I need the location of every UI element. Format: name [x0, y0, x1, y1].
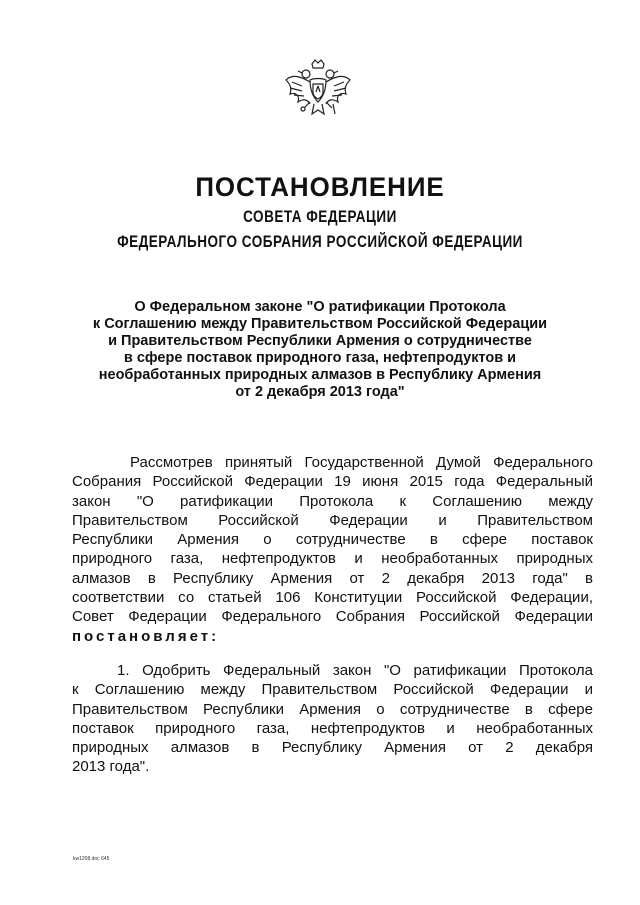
- document-heading: [60, 299, 580, 401]
- paragraph-line: 1. Одобрить Федеральный закон "О ратификации Протокола: [117, 662, 593, 679]
- paragraph-line: природных алмазов в Республику Армения от 2 декабря: [72, 739, 593, 757]
- issuer-line-1: СОВЕТА ФЕДЕРАЦИИ: [243, 208, 397, 226]
- heading-line: О Федеральном законе "О ратификации Протокола: [134, 299, 506, 315]
- heading-line: от 2 декабря 2013 года": [235, 384, 405, 400]
- preamble-paragraph: [72, 453, 593, 646]
- heading-line: необработанных природных алмазов в Республику Армения: [98, 367, 542, 383]
- paragraph-line: к Соглашению между Правительством Российской Федерации и: [72, 681, 593, 699]
- paragraph-line: Республики Армения о сотрудничестве в сфере поставок: [72, 531, 593, 549]
- heading-line: к Соглашению между Правительством Российской Федерации: [92, 316, 548, 332]
- state-emblem: [282, 58, 354, 134]
- paragraph-line: природного газа, нефтепродуктов и необработанных природных: [72, 550, 593, 568]
- document-title: ПОСТАНОВЛЕНИЕ: [195, 172, 445, 202]
- paragraph-line: соответствии со статьей 106 Конституции Российской Федерации,: [72, 589, 593, 607]
- clause-1-paragraph: [72, 661, 593, 777]
- heading-line: и Правительством Республики Армения о сотрудничестве: [108, 333, 532, 349]
- paragraph-line: закон "О ратификации Протокола к Соглашению между: [72, 492, 593, 510]
- paragraph-line: алмазов в Республику Армения от 2 декабря 2013 года" в: [72, 569, 593, 587]
- issuer-line-2: ФЕДЕРАЛЬНОГО СОБРАНИЯ РОССИЙСКОЙ ФЕДЕРАЦИИ: [117, 233, 523, 251]
- paragraph-line: Правительством Российской Федерации и Правительством: [72, 511, 593, 529]
- paragraph-line: 2013 года".: [72, 758, 150, 776]
- resolution-keyword: постановляет:: [72, 627, 220, 645]
- file-reference: kw1208.doc 645: [73, 856, 110, 862]
- heading-line: в сфере поставок природного газа, нефтепродуктов и: [123, 350, 517, 366]
- double-headed-eagle-icon: [282, 58, 354, 134]
- paragraph-line: Совет Федерации Федерального Собрания Российской Федерации: [72, 608, 593, 626]
- paragraph-line: Правительством Республики Армения о сотрудничестве в сфере: [72, 700, 593, 718]
- paragraph-line: поставок природного газа, нефтепродуктов и необработанных: [72, 719, 593, 737]
- paragraph-line: Рассмотрев принятый Государственной Думой Федерального: [130, 454, 593, 471]
- paragraph-line: Собрания Российской Федерации 19 июня 2015 года Федеральный: [72, 473, 593, 491]
